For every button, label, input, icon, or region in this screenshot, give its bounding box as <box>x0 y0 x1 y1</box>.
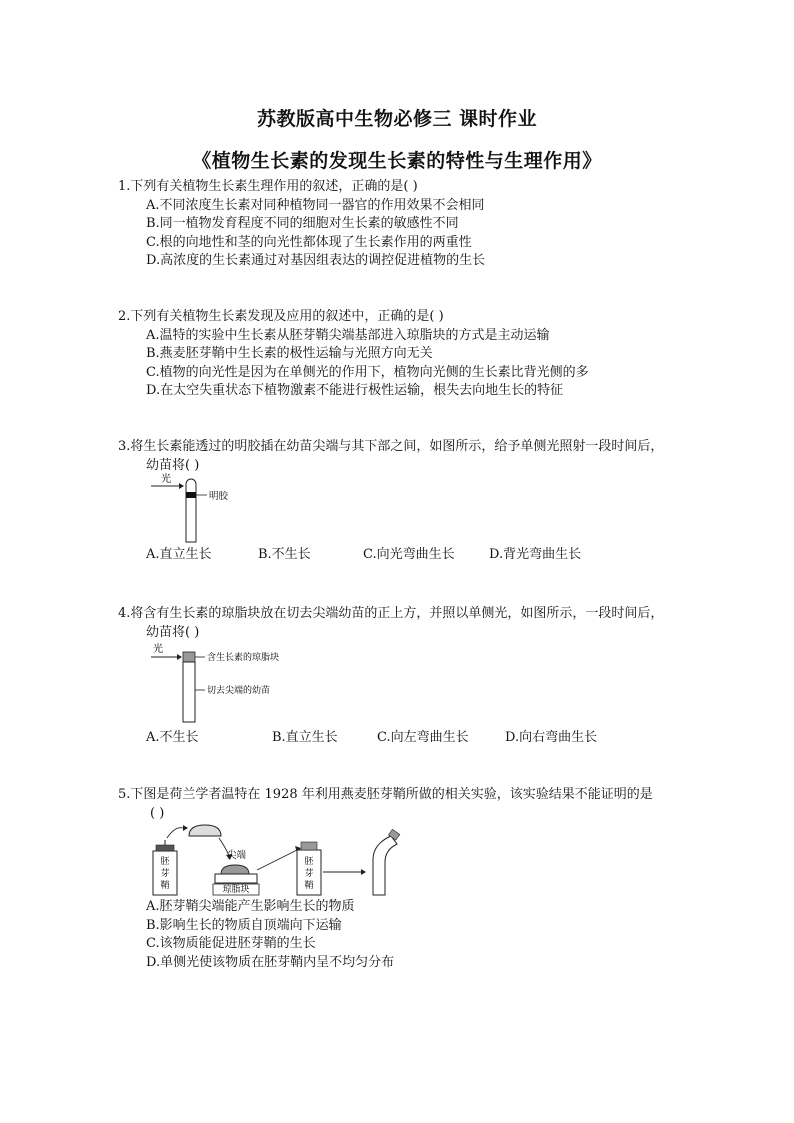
coleoptile-char: 芽 <box>304 869 314 879</box>
option-b: B.影响生长的物质自顶端向下运输 <box>146 917 342 933</box>
option-d: D.在太空失重状态下植物激素不能进行极性运输，根失去向地生长的特征 <box>146 383 564 398</box>
page-subtitle: 《植物生长素的发现生长素的特性与生理作用》 <box>192 150 602 172</box>
agar-label: 含生长素的琼脂块 <box>207 653 280 663</box>
option-c: C.该物质能促进胚芽鞘的生长 <box>146 936 316 951</box>
option-b: B.直立生长 <box>272 730 338 745</box>
question-1 <box>118 178 718 271</box>
option-a: A.不同浓度生长素对同种植物同一器官的作用效果不会相同 <box>146 197 485 213</box>
question-stem-continued: ( ) <box>150 805 165 821</box>
light-label: 光 <box>153 644 163 655</box>
option-c: C.根的向地性和茎的向光性都体现了生长素作用的两重性 <box>146 234 472 250</box>
gelatin-seedling-figure <box>145 470 255 545</box>
option-b: B.不生长 <box>258 547 311 562</box>
question-4 <box>118 605 718 642</box>
agar-label: 琼脂块 <box>222 885 250 895</box>
detached-tip <box>189 825 221 836</box>
tip-label: 尖端 <box>227 850 247 861</box>
option-b: B.燕麦胚芽鞘中生长素的极性运输与光照方向无关 <box>146 346 433 361</box>
question-5-options <box>118 898 718 972</box>
option-c: C.向光弯曲生长 <box>363 547 455 562</box>
agar-block <box>183 652 195 662</box>
option-a: A.直立生长 <box>146 547 212 562</box>
seedling <box>186 479 196 542</box>
went-experiment-figure <box>145 820 425 898</box>
question-stem: 1.下列有关植物生长素生理作用的叙述，正确的是( ) <box>118 179 418 194</box>
option-a: A.不生长 <box>146 730 199 745</box>
option-d: D.向右弯曲生长 <box>505 730 598 745</box>
option-c: C.向左弯曲生长 <box>377 730 469 745</box>
coleoptile-char: 鞘 <box>304 881 314 891</box>
coleoptile-char: 胚 <box>160 857 170 867</box>
option-b: B.同一植物发育程度不同的细胞对生长素的敏感性不同 <box>146 216 459 231</box>
coleoptile-with-agar <box>297 842 321 895</box>
question-stem: 2.下列有关植物生长素发现及应用的叙述中，正确的是( ) <box>118 309 444 324</box>
question-stem: 4.将含有生长素的琼脂块放在切去尖端幼苗的正上方，并照以单侧光，如图所示，一段时间后， <box>118 606 664 621</box>
option-c: C.植物的向光性是因为在单侧光的作用下，植物向光侧的生长素比背光侧的多 <box>146 364 589 380</box>
option-d: D.背光弯曲生长 <box>489 547 582 562</box>
question-5 <box>118 786 718 823</box>
seedling-label: 切去尖端的幼苗 <box>207 686 271 696</box>
cut-seedling <box>183 662 195 722</box>
option-a: A.温特的实验中生长素从胚芽鞘尖端基部进入琼脂块的方式是主动运输 <box>146 327 550 343</box>
option-d: D.高浓度的生长素通过对基因组表达的调控促进植物的生长 <box>146 253 486 268</box>
arrow-head-icon <box>179 483 184 489</box>
agar-seedling-figure <box>145 640 305 725</box>
arrow-head-icon <box>183 825 188 831</box>
transfer-arrow-1 <box>167 828 183 838</box>
bent-coleoptile <box>373 836 397 895</box>
question-3-options <box>118 546 718 565</box>
tip-on-agar <box>221 865 249 874</box>
transfer-arrow-3 <box>257 850 297 870</box>
arrow-head-icon <box>177 654 182 660</box>
gelatin-block <box>186 492 196 498</box>
coleoptile-char: 鞘 <box>160 881 170 891</box>
option-d: D.单侧光使该物质在胚芽鞘内呈不均匀分布 <box>146 954 395 970</box>
question-stem-continued: 幼苗将( ) <box>146 624 200 640</box>
question-stem: 5.下图是荷兰学者温特在 1928 年利用燕麦胚芽鞘所做的相关实验，该实验结果不能证明的是 <box>118 787 653 802</box>
arrow-head-icon <box>361 869 366 875</box>
coleoptile-decapitated <box>153 840 177 895</box>
question-4-options <box>118 729 718 748</box>
light-label: 光 <box>161 474 171 485</box>
option-a: A.胚芽鞘尖端能产生影响生长的物质 <box>146 899 355 914</box>
question-stem: 3.将生长素能透过的明胶插在幼苗尖端与其下部之间，如图所示，给予单侧光照射一段时间后， <box>118 439 664 454</box>
coleoptile-char: 芽 <box>160 869 170 879</box>
question-stem-continued: 幼苗将( ) <box>146 457 200 473</box>
gelatin-label: 明胶 <box>209 491 229 502</box>
question-2 <box>118 308 718 401</box>
agar-block <box>215 874 257 883</box>
coleoptile-char: 胚 <box>304 857 314 867</box>
page-title: 苏教版高中生物必修三 课时作业 <box>256 108 538 130</box>
